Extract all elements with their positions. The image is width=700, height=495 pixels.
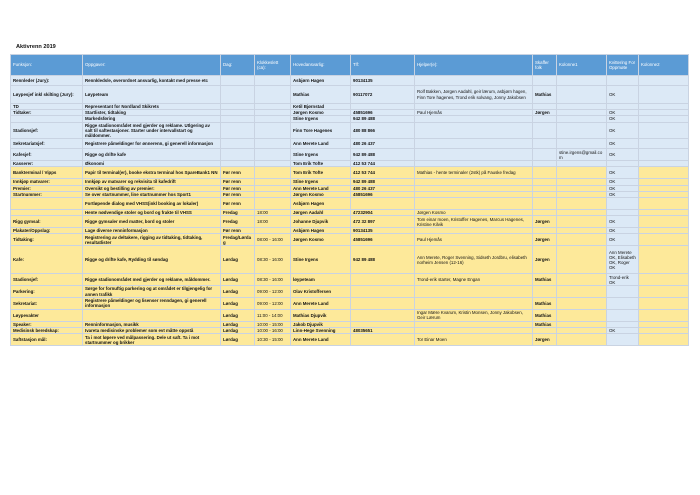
table-cell: 45851696 xyxy=(351,110,415,116)
table-cell: Ann Merete, Roger Svenning, Sidseth Jordbru, elisabeth norheim Jensen (12-16) xyxy=(415,246,533,274)
column-header[interactable]: Funksjon: xyxy=(11,55,83,76)
table-cell: Fredag xyxy=(221,216,255,228)
table-cell: Lørdag xyxy=(221,321,255,327)
table-cell xyxy=(639,122,689,139)
table-cell xyxy=(639,274,689,286)
column-header[interactable]: Kolonne1 xyxy=(557,55,607,76)
table-cell: Representant for Nordland Skikrets xyxy=(83,104,221,110)
table-cell: Jørgen xyxy=(533,234,557,246)
table-cell: Paul Hjemås xyxy=(415,110,533,116)
table-cell: Rolf Bakken, Jørgen Aadahl, geir lærum, asbjørn hagen, Finn Tore hagenes, Trond erik solvang, Jonny Jakobsen xyxy=(415,86,533,104)
table-cell: Rigge stadionområdet med gjerder og reklame, måldommer. xyxy=(83,274,221,286)
table-cell: Kafe: xyxy=(11,246,83,274)
table-cell: Mathias Djupvik xyxy=(291,309,351,321)
table-cell: Bankterminal / Vipps xyxy=(11,167,83,179)
table-cell xyxy=(639,167,689,179)
table-cell: 45851696 xyxy=(351,234,415,246)
table-cell: Før renn xyxy=(221,167,255,179)
table-cell: Sekretariatsjef: xyxy=(11,139,83,149)
table-cell: OK xyxy=(607,191,639,197)
table-cell: Ingar Mære Kvarum, Kristin Monsen, Jonny Jakobsen, Geir Lærum xyxy=(415,309,533,321)
table-cell: 942 89 488 xyxy=(351,179,415,185)
table-cell: Lørdag xyxy=(221,328,255,334)
table-cell xyxy=(533,198,557,210)
table-cell: Lørdag xyxy=(221,286,255,297)
table-cell: Før renn xyxy=(221,185,255,191)
table-cell: 08:00 - 16:00 xyxy=(255,234,291,246)
table-cell: Jørgen xyxy=(533,216,557,228)
table-cell: 480 88 866 xyxy=(351,122,415,139)
table-cell xyxy=(221,86,255,104)
table-cell xyxy=(533,286,557,297)
table-row xyxy=(11,234,689,246)
table-row xyxy=(11,86,689,104)
table-cell: Ivareta medisinske problemer som evt måtte oppstå xyxy=(83,328,221,334)
table-cell xyxy=(533,149,557,161)
table-cell xyxy=(351,274,415,286)
table-cell xyxy=(351,198,415,210)
table-cell: OK xyxy=(607,179,639,185)
table-cell: Asbjørn Hagen xyxy=(291,198,351,210)
table-cell: Stine Irgens xyxy=(291,179,351,185)
table-cell xyxy=(639,76,689,86)
table-cell: Ann Merete OK, Elisabeth OK, Roger OK xyxy=(607,246,639,274)
table-cell: Jakob Djupvik xyxy=(291,321,351,327)
column-header[interactable]: Kolonne2 xyxy=(639,55,689,76)
table-cell xyxy=(639,234,689,246)
table-cell xyxy=(607,297,639,309)
table-cell xyxy=(557,139,607,149)
table-cell xyxy=(255,139,291,149)
table-cell: Økonomi xyxy=(83,161,221,167)
table-body xyxy=(11,76,689,346)
table-cell: 09:00 - 12:00 xyxy=(255,297,291,309)
table-cell: Asbjørn Hagen xyxy=(291,228,351,234)
table-cell: Trond-erik starter, Magne Engan xyxy=(415,274,533,286)
table-cell: 10:00 - 15:00 xyxy=(255,321,291,327)
table-cell xyxy=(607,198,639,210)
table-cell xyxy=(255,198,291,210)
table-cell: 08:30 - 16:00 xyxy=(255,274,291,286)
table-cell: Plakater/Oppslag: xyxy=(11,228,83,234)
table-row xyxy=(11,139,689,149)
table-cell: Trond-erik OK xyxy=(607,274,639,286)
table-cell: Lage diverse renninformasjon xyxy=(83,228,221,234)
table-row xyxy=(11,286,689,297)
table-cell: Se over startnummer, line startnummer hos Sport1 xyxy=(83,191,221,197)
table-cell xyxy=(11,198,83,210)
table-cell: løypeteam xyxy=(291,274,351,286)
table-row xyxy=(11,274,689,286)
table-row xyxy=(11,246,689,274)
column-header[interactable]: Dag: xyxy=(221,55,255,76)
table-row xyxy=(11,167,689,179)
table-cell: 942 89 488 xyxy=(351,149,415,161)
table-cell xyxy=(221,139,255,149)
table-cell: Ann Merete Land xyxy=(291,185,351,191)
table-cell xyxy=(557,216,607,228)
table-cell: Lørdag xyxy=(221,309,255,321)
table-cell xyxy=(639,139,689,149)
table-cell xyxy=(255,149,291,161)
table-cell xyxy=(607,286,639,297)
table-cell: Fortløpende dialog med VHSS(inkl booking av lokaler) xyxy=(83,198,221,210)
table-cell xyxy=(639,297,689,309)
table-cell: Før renn xyxy=(221,228,255,234)
table-cell: 942 89 488 xyxy=(351,116,415,122)
table-cell: Rennkledsle, øverordnet ansvarlig, kontakt med presse etc xyxy=(83,76,221,86)
table-cell xyxy=(533,139,557,149)
table-cell xyxy=(557,297,607,309)
table-cell: 412 53 744 xyxy=(351,161,415,167)
table-cell: Premier: xyxy=(11,185,83,191)
table-cell: Asbjørn Hagen xyxy=(291,76,351,86)
table-cell: Rigge og drifte kafe, Rydding til søndag xyxy=(83,246,221,274)
table-cell: Stine Irgens xyxy=(291,149,351,161)
table-cell: 412 53 744 xyxy=(351,167,415,179)
table-row xyxy=(11,198,689,210)
table-cell: 48035651 xyxy=(351,328,415,334)
table-cell: Jørgen xyxy=(533,246,557,274)
table-cell xyxy=(639,334,689,346)
table-cell xyxy=(639,216,689,228)
column-header[interactable]: Tlf: xyxy=(351,55,415,76)
table-cell xyxy=(557,167,607,179)
table-cell xyxy=(415,286,533,297)
table-cell xyxy=(557,334,607,346)
table-row xyxy=(11,309,689,321)
table-cell xyxy=(557,234,607,246)
table-cell: Før renn xyxy=(221,191,255,197)
table-cell: Innkjøp matvarer: xyxy=(11,179,83,185)
column-header[interactable]: Hjelper(e): xyxy=(415,55,533,76)
table-cell: Registrere påmeldinger og lisenser renndagen, gi generell informasjon xyxy=(83,297,221,309)
table-cell: Fredag xyxy=(221,210,255,216)
table-cell xyxy=(639,309,689,321)
table-cell: Tidtaking: xyxy=(11,234,83,246)
table-cell: Kasserer: xyxy=(11,161,83,167)
table-cell xyxy=(351,309,415,321)
table-cell xyxy=(557,274,607,286)
table-cell xyxy=(255,86,291,104)
table-cell xyxy=(639,86,689,104)
table-cell: Mathias xyxy=(533,274,557,286)
table-cell: 90134135 xyxy=(351,228,415,234)
table-cell xyxy=(639,246,689,274)
column-header[interactable]: Hovedansvarlig: xyxy=(291,55,351,76)
table-cell: Før renn xyxy=(221,198,255,210)
column-header[interactable]: Kvittering For Oppmøte xyxy=(607,55,639,76)
table-cell: OK xyxy=(607,116,639,122)
table-cell: Johanne Djupvik xyxy=(291,216,351,228)
table-cell: OK xyxy=(607,234,639,246)
table-cell: Jørgen Aadahl xyxy=(291,210,351,216)
table-cell: 942 89 488 xyxy=(351,246,415,274)
table-cell: Sørge for fornuftig parkering og at området er tilgjengelig for annen trafikk xyxy=(83,286,221,297)
table-cell: Mathias xyxy=(533,297,557,309)
table-cell: Kafesjef: xyxy=(11,149,83,161)
table-cell: Stadionsjef: xyxy=(11,122,83,139)
table-cell: Lørdag xyxy=(221,274,255,286)
table-cell xyxy=(607,334,639,346)
table-cell: Mathias xyxy=(533,86,557,104)
table-cell xyxy=(415,76,533,86)
table-cell: Rigg gymsal: xyxy=(11,216,83,228)
table-cell: 472 32 897 xyxy=(351,216,415,228)
table-cell: Tidtaker: xyxy=(11,110,83,116)
table-cell: OK xyxy=(607,228,639,234)
table-cell: Paul Hjemås xyxy=(415,234,533,246)
table-cell: Tom einar moen, Kristoffer Hagenes, Marcus Hagenes, Kristine Kilvik xyxy=(415,216,533,228)
table-cell xyxy=(415,297,533,309)
table-cell xyxy=(221,76,255,86)
table-cell: Papir til terminal(er), booke ekstra terminal hos SpareBank1 NN xyxy=(83,167,221,179)
table-cell: Før renn xyxy=(221,179,255,185)
table-cell xyxy=(607,309,639,321)
duty-table xyxy=(10,54,689,346)
table-cell: Løypevakter xyxy=(11,309,83,321)
table-cell xyxy=(557,86,607,104)
table-row xyxy=(11,334,689,346)
table-cell xyxy=(255,122,291,139)
table-cell: OK xyxy=(607,110,639,116)
table-cell: Stadionsjef: xyxy=(11,274,83,286)
table-cell: OK xyxy=(607,328,639,334)
table-cell xyxy=(415,139,533,149)
table-cell xyxy=(607,76,639,86)
table-cell: OK xyxy=(607,149,639,161)
table-cell: Markedsføring xyxy=(83,116,221,122)
table-cell: TD xyxy=(11,104,83,110)
table-cell xyxy=(557,286,607,297)
table-cell: Tom Erik Tofte xyxy=(291,167,351,179)
table-cell: Stine Irgens xyxy=(291,246,351,274)
table-row xyxy=(11,149,689,161)
column-header[interactable]: Oppgaver: xyxy=(83,55,221,76)
table-cell: Sekretariat: xyxy=(11,297,83,309)
table-cell xyxy=(639,149,689,161)
table-cell: Lørdag xyxy=(221,334,255,346)
table-cell: Oversikt og bestilling av premier: xyxy=(83,185,221,191)
table-cell: Mathias xyxy=(291,86,351,104)
table-cell: OK xyxy=(607,122,639,139)
table-cell xyxy=(639,198,689,210)
table-cell: Ann Merete Land xyxy=(291,334,351,346)
table-cell xyxy=(533,76,557,86)
table-cell: Mathias xyxy=(533,321,557,327)
table-cell: Jørgen Kosmo xyxy=(415,210,533,216)
table-cell: Jørgen xyxy=(533,334,557,346)
table-cell: Lørdag xyxy=(221,297,255,309)
table-cell xyxy=(557,76,607,86)
table-row xyxy=(11,216,689,228)
table-cell: 45851696 xyxy=(351,191,415,197)
table-cell xyxy=(415,198,533,210)
table-cell: OK xyxy=(607,216,639,228)
table-row xyxy=(11,297,689,309)
table-cell xyxy=(351,286,415,297)
table-cell xyxy=(255,167,291,179)
table-cell: Startnummer: xyxy=(11,191,83,197)
table-cell: Stine Irgens xyxy=(291,116,351,122)
table-cell xyxy=(639,286,689,297)
table-cell: Jørgen Kosmo xyxy=(291,110,351,116)
table-cell: Registrere påmeldinger for ønnerenn, gi generell informasjon xyxy=(83,139,221,149)
table-cell xyxy=(533,167,557,179)
column-header[interactable]: Skaffer folk xyxy=(533,55,557,76)
table-cell: Mathias - hente terminaler (2stk) på Fauske fredag xyxy=(415,167,533,179)
table-row xyxy=(11,76,689,86)
table-cell: Speaker: xyxy=(11,321,83,327)
table-cell: 18:00 xyxy=(255,216,291,228)
table-cell xyxy=(557,198,607,210)
table-cell xyxy=(221,122,255,139)
table-cell xyxy=(351,297,415,309)
table-cell: 08:30 - 16:00 xyxy=(255,246,291,274)
table-cell: OK xyxy=(607,167,639,179)
table-cell: Mathias xyxy=(533,309,557,321)
table-cell xyxy=(351,334,415,346)
table-cell: 10:00 - 16:00 xyxy=(255,328,291,334)
table-cell: Ann Merete Land xyxy=(291,297,351,309)
table-cell xyxy=(557,309,607,321)
table-cell: 09:00 - 12:00 xyxy=(255,286,291,297)
table-cell: Olav Kristoffersen xyxy=(291,286,351,297)
table-cell: Løypesjef inkl skilting (Jury): xyxy=(11,86,83,104)
table-cell: Rigge og drifte kafe xyxy=(83,149,221,161)
table-cell: 11:00 - 14:00 xyxy=(255,309,291,321)
table-cell: Renninformasjon, musikk xyxy=(83,321,221,327)
table-cell: Medisinsk beredskap: xyxy=(11,328,83,334)
table-cell: 47232904 xyxy=(351,210,415,216)
table-cell: Ann Merete Land xyxy=(291,139,351,149)
table-cell: Tor Einar Moen xyxy=(415,334,533,346)
table-cell xyxy=(557,122,607,139)
table-cell: 480 26 437 xyxy=(351,139,415,149)
table-cell: Registrering av deltakere, rigging av tidtaking, tidtaking, resultatlister xyxy=(83,234,221,246)
table-cell: Lørdag xyxy=(221,246,255,274)
table-cell xyxy=(221,149,255,161)
table-cell xyxy=(415,122,533,139)
table-cell xyxy=(557,246,607,274)
table-cell xyxy=(533,122,557,139)
table-cell: Rigge stadionområdet med gjerder og reklame. Utlgering av salt til saftestasjoner. Starter under intervallstart og måldommer. xyxy=(83,122,221,139)
table-cell: Saftstasjon mål: xyxy=(11,334,83,346)
table-cell: 10:30 - 15:00 xyxy=(255,334,291,346)
table-cell: Jørgen xyxy=(533,110,557,116)
table-cell: Fredag/Lørdag xyxy=(221,234,255,246)
table-cell: stine.irgens@gmail.com xyxy=(557,149,607,161)
table-cell: 480 26 437 xyxy=(351,185,415,191)
table-cell: OK xyxy=(607,139,639,149)
table-cell xyxy=(415,149,533,161)
table-cell: Startlister, tidtaking xyxy=(83,110,221,116)
table-row xyxy=(11,122,689,139)
table-cell: 90134135 xyxy=(351,76,415,86)
table-cell: Rigge gymsaler med matter, bord og stoler xyxy=(83,216,221,228)
header-row xyxy=(11,55,689,76)
table-cell: Jørgen Kosmo xyxy=(291,234,351,246)
table-cell: Linn-Hege Svenning xyxy=(291,328,351,334)
table-cell: OK xyxy=(607,185,639,191)
document-title: Aktivrenn 2019 xyxy=(16,44,56,50)
table-cell: Tom Erik Tofte xyxy=(291,161,351,167)
table-cell xyxy=(83,309,221,321)
table-cell: Løypeteam xyxy=(83,86,221,104)
table-cell: Parkering: xyxy=(11,286,83,297)
table-cell: Ta i mot løpere ved målpassering. Dele ut saft. Ta i mot startnummer og brikker xyxy=(83,334,221,346)
table-cell: Finn Tore Hagenes xyxy=(291,122,351,139)
table-cell: OK xyxy=(607,86,639,104)
table-cell xyxy=(255,76,291,86)
table-cell: Jørgen Kosmo xyxy=(291,191,351,197)
column-header[interactable]: Klokkeslett (ca): xyxy=(255,55,291,76)
table-cell: Ketil Bjørnstad xyxy=(291,104,351,110)
table-cell: Rennleder (Jury): xyxy=(11,76,83,86)
table-cell: Hente nødvendige stoler og bord og frakte til VHSS xyxy=(83,210,221,216)
table-cell: 18:00 xyxy=(255,210,291,216)
table-cell: Innkjøp av matvarer og rekvisita til kafedrift xyxy=(83,179,221,185)
table-cell: 90117072 xyxy=(351,86,415,104)
